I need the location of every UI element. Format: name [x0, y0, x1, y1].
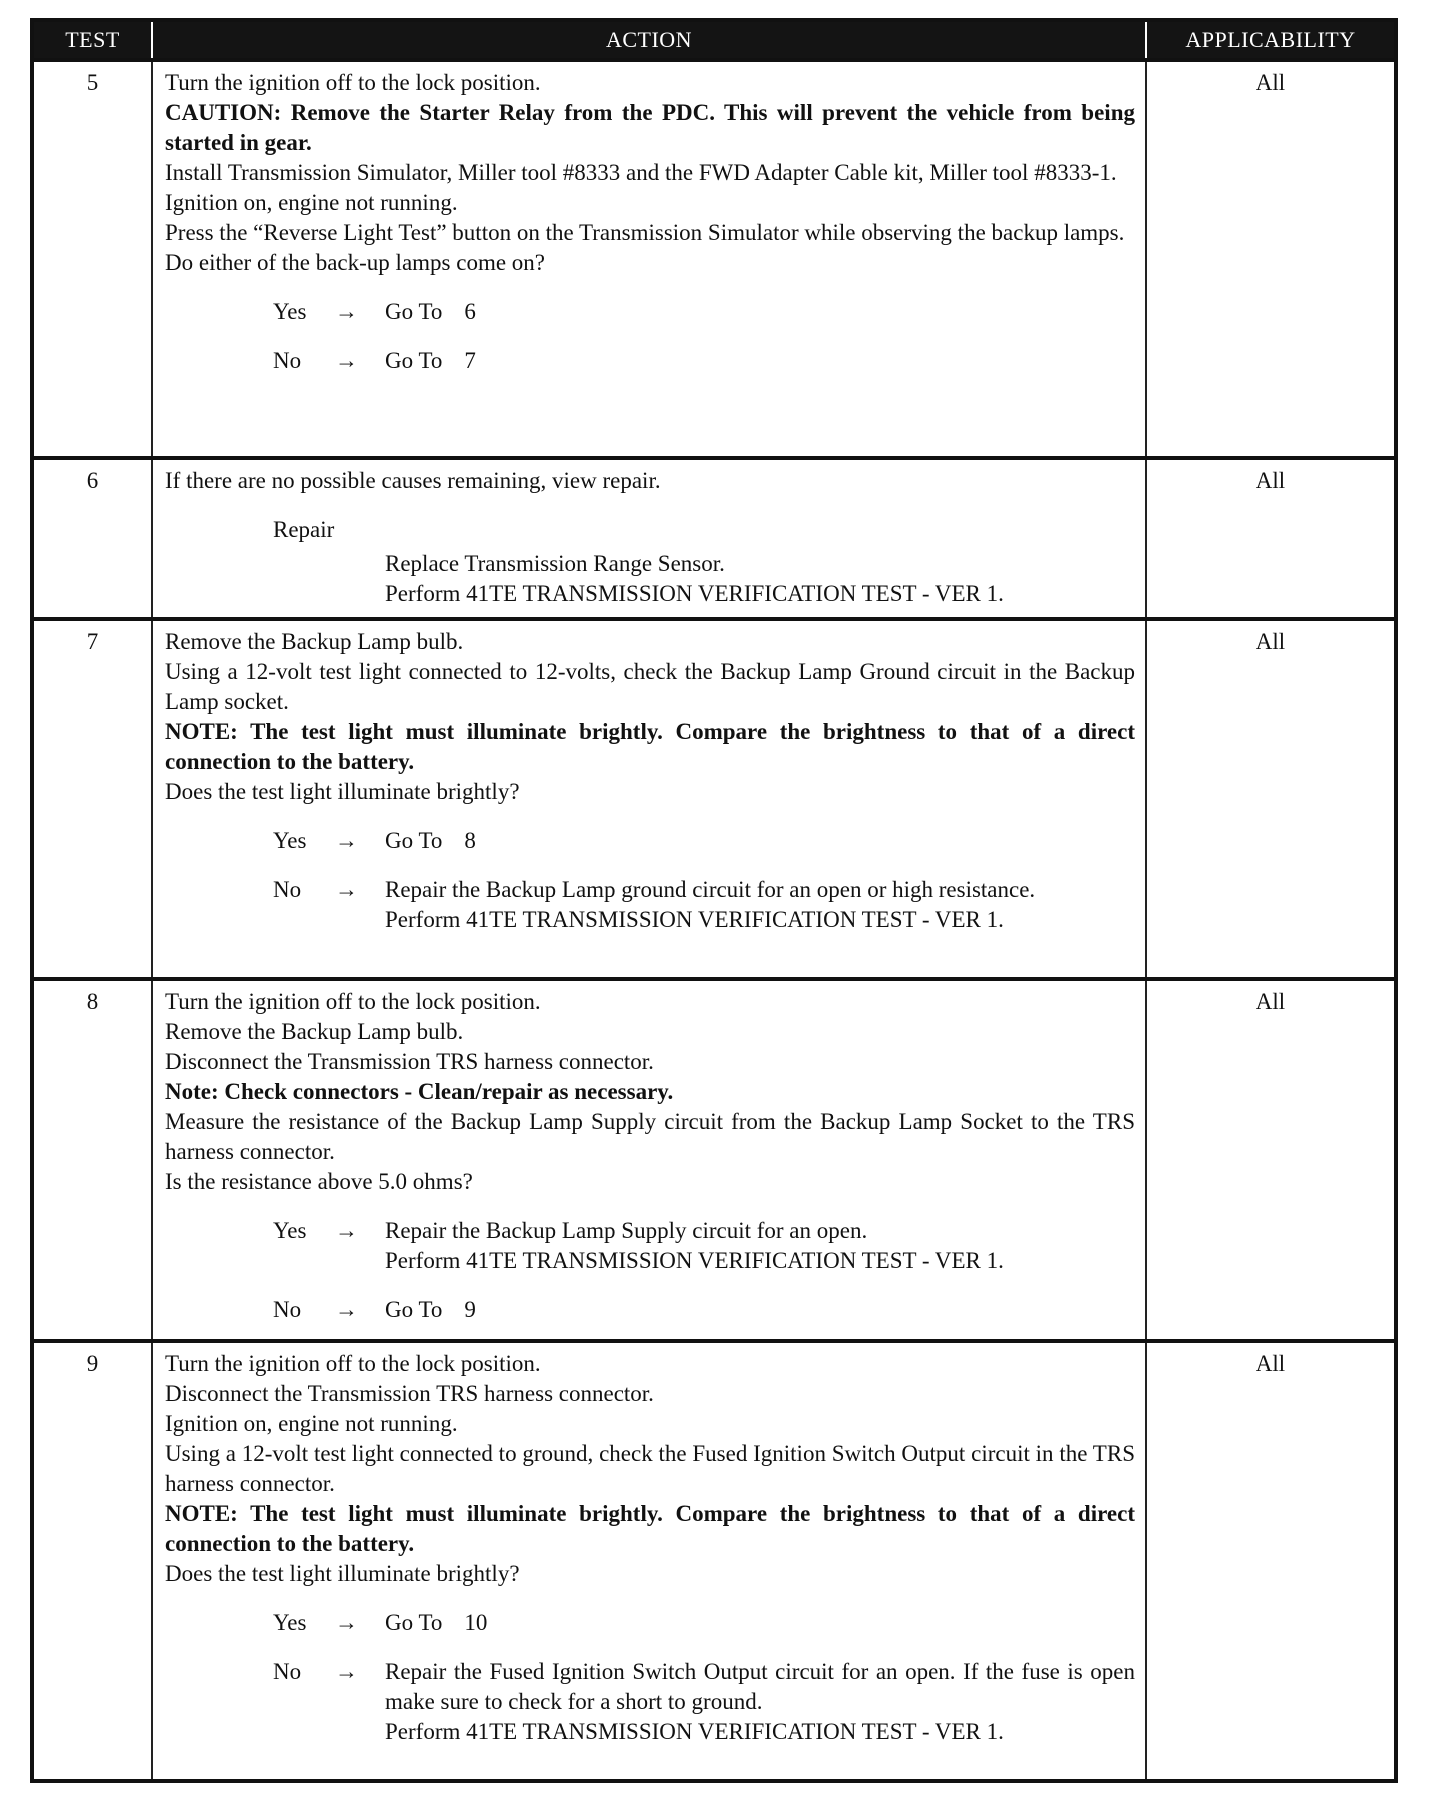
- yes-branch: [165, 826, 1135, 856]
- action-line: Remove the Backup Lamp bulb.: [165, 629, 464, 654]
- table-row: [32, 1341, 1396, 1781]
- no-branch: [165, 346, 1135, 376]
- test-number: 5: [32, 60, 152, 458]
- action-line: Ignition on, engine not running.: [165, 190, 458, 215]
- no-label: No: [273, 1659, 302, 1684]
- header-action: ACTION: [152, 20, 1146, 60]
- branch-result: [385, 1608, 1135, 1638]
- question-line: Is the resistance above 5.0 ohms?: [165, 1169, 473, 1194]
- action-line: Ignition on, engine not running.: [165, 1411, 458, 1436]
- yes-label: Yes: [273, 1610, 307, 1635]
- diagnostic-table: [30, 18, 1398, 1783]
- action-cell: [152, 60, 1146, 458]
- header-applicability: APPLICABILITY: [1146, 20, 1396, 60]
- table-row: [32, 979, 1396, 1341]
- test-number: 7: [32, 619, 152, 979]
- note-line: NOTE: The test light must illuminate brightly. Compare the brightness to that of a direct connection to the battery.: [165, 719, 1135, 774]
- action-line: Install Transmission Simulator, Miller tool #8333 and the FWD Adapter Cable kit, Miller tool #8333-1.: [165, 160, 1117, 185]
- applicability-value: All: [1146, 619, 1396, 979]
- applicability-value: All: [1146, 1341, 1396, 1781]
- action-line: Disconnect the Transmission TRS harness connector.: [165, 1381, 654, 1406]
- repair-text: Repair the Backup Lamp ground circuit for an open or high resistance.: [385, 877, 1036, 902]
- yes-label: Yes: [273, 828, 307, 853]
- repair-block: [165, 515, 1135, 609]
- arrow-icon: →: [335, 299, 358, 324]
- test-number: 6: [32, 458, 152, 619]
- branch-result: [385, 1295, 1135, 1325]
- branch-result: [385, 1657, 1135, 1747]
- action-line: Remove the Backup Lamp bulb.: [165, 1019, 464, 1044]
- table-row: [32, 60, 1396, 458]
- repair-line: Perform 41TE TRANSMISSION VERIFICATION TEST - VER 1.: [385, 581, 1004, 606]
- repair-text: Repair the Backup Lamp Supply circuit for an open.: [385, 1218, 868, 1243]
- action-line: Using a 12-volt test light connected to 12-volts, check the Backup Lamp Ground circuit in the Backup Lamp socket.: [165, 659, 1135, 714]
- question-line: Does the test light illuminate brightly?: [165, 779, 520, 804]
- table-row: [32, 458, 1396, 619]
- no-branch: [165, 1295, 1135, 1325]
- action-cell: [152, 979, 1146, 1341]
- arrow-icon: →: [335, 1659, 358, 1684]
- action-line: If there are no possible causes remaining, view repair.: [165, 468, 661, 493]
- applicability-value: All: [1146, 979, 1396, 1341]
- action-cell: [152, 1341, 1146, 1781]
- branch-result: [385, 826, 1135, 856]
- branch-result: [385, 1216, 1135, 1276]
- branch-result: [385, 297, 1135, 327]
- goto-number: 7: [464, 348, 476, 373]
- header-test: TEST: [32, 20, 152, 60]
- action-cell: [152, 458, 1146, 619]
- perform-text: Perform 41TE TRANSMISSION VERIFICATION TEST - VER 1.: [385, 1719, 1004, 1744]
- arrow-icon: →: [335, 828, 358, 853]
- question-line: Do either of the back-up lamps come on?: [165, 250, 546, 275]
- yes-branch: [165, 1216, 1135, 1276]
- arrow-icon: →: [335, 1218, 358, 1243]
- no-branch: [165, 1657, 1135, 1747]
- arrow-icon: →: [335, 1610, 358, 1635]
- header-row: [32, 20, 1396, 60]
- goto-text: Go To: [385, 1610, 443, 1635]
- note-line: NOTE: The test light must illuminate brightly. Compare the brightness to that of a direct connection to the battery.: [165, 1501, 1135, 1556]
- yes-label: Yes: [273, 299, 307, 324]
- action-line: Turn the ignition off to the lock position.: [165, 70, 541, 95]
- repair-line: Replace Transmission Range Sensor.: [385, 551, 725, 576]
- caution-line: CAUTION: Remove the Starter Relay from the PDC. This will prevent the vehicle from being started in gear.: [165, 100, 1135, 155]
- action-line: Turn the ignition off to the lock position.: [165, 1351, 541, 1376]
- action-cell: [152, 619, 1146, 979]
- goto-number: 9: [464, 1297, 476, 1322]
- goto-text: Go To: [385, 348, 443, 373]
- applicability-value: All: [1146, 458, 1396, 619]
- goto-number: 6: [464, 299, 476, 324]
- action-line: Turn the ignition off to the lock position.: [165, 989, 541, 1014]
- branch-result: [385, 875, 1135, 935]
- arrow-icon: →: [335, 1297, 358, 1322]
- question-line: Does the test light illuminate brightly?: [165, 1561, 520, 1586]
- applicability-value: All: [1146, 60, 1396, 458]
- goto-text: Go To: [385, 1297, 443, 1322]
- yes-branch: [165, 297, 1135, 327]
- arrow-icon: →: [335, 877, 358, 902]
- arrow-icon: →: [335, 348, 358, 373]
- goto-number: 10: [464, 1610, 488, 1635]
- goto-number: 8: [464, 828, 476, 853]
- no-label: No: [273, 877, 302, 902]
- no-label: No: [273, 348, 302, 373]
- action-line: Disconnect the Transmission TRS harness connector.: [165, 1049, 654, 1074]
- repair-text: Repair the Fused Ignition Switch Output circuit for an open. If the fuse is open make sure to check for a short to ground.: [385, 1659, 1135, 1714]
- test-number: 9: [32, 1341, 152, 1781]
- perform-text: Perform 41TE TRANSMISSION VERIFICATION TEST - VER 1.: [385, 907, 1004, 932]
- table-row: [32, 619, 1396, 979]
- yes-branch: [165, 1608, 1135, 1638]
- test-number: 8: [32, 979, 152, 1341]
- goto-text: Go To: [385, 828, 443, 853]
- perform-text: Perform 41TE TRANSMISSION VERIFICATION TEST - VER 1.: [385, 1248, 1004, 1273]
- diagnostic-sheet: [30, 18, 1394, 1783]
- action-line: Measure the resistance of the Backup Lamp Supply circuit from the Backup Lamp Socket to the TRS harness connector.: [165, 1109, 1135, 1164]
- no-label: No: [273, 1297, 302, 1322]
- yes-label: Yes: [273, 1218, 307, 1243]
- note-line: Note: Check connectors - Clean/repair as necessary.: [165, 1079, 674, 1104]
- action-line: Press the “Reverse Light Test” button on the Transmission Simulator while observing the backup lamps.: [165, 220, 1125, 245]
- action-line: Using a 12-volt test light connected to ground, check the Fused Ignition Switch Output circuit in the TRS harness connector.: [165, 1441, 1135, 1496]
- branch-result: [385, 346, 1135, 376]
- repair-label: Repair: [273, 517, 335, 542]
- goto-text: Go To: [385, 299, 443, 324]
- no-branch: [165, 875, 1135, 935]
